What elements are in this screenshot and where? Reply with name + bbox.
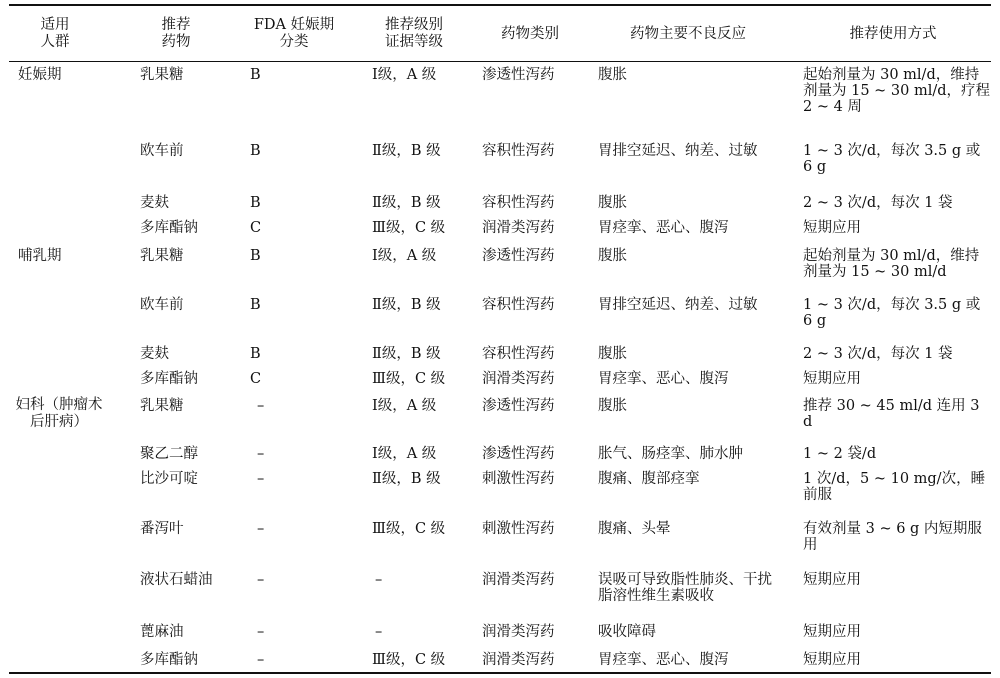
grade-cell: Ⅱ级，B 级 — [372, 297, 441, 313]
drug-cell: 番泻叶 — [140, 521, 184, 537]
category-cell: 渗透性泻药 — [482, 67, 555, 83]
category-cell: 润滑类泻药 — [482, 371, 555, 387]
drug-cell: 蓖麻油 — [140, 624, 184, 640]
grade-cell: Ⅰ级，A 级 — [372, 398, 437, 414]
category-cell: 容积性泻药 — [482, 297, 555, 313]
group-label-pregnancy: 妊娠期 — [18, 67, 62, 83]
header-grade: 推荐级别 证据等级 — [385, 17, 443, 50]
usage-cell: 起始剂量为 30 ml/d，维持剂量为 15 ~ 30 ml/d，疗程 2 ~ 4 周 — [803, 67, 991, 115]
drug-cell: 乳果糖 — [140, 248, 184, 264]
header-drug: 推荐 药物 — [161, 17, 191, 50]
category-cell: 容积性泻药 — [482, 346, 555, 362]
adverse-cell: 腹痛、头晕 — [598, 521, 671, 537]
category-cell: 渗透性泻药 — [482, 248, 555, 264]
adverse-cell: 腹胀 — [598, 67, 627, 83]
grade-cell: Ⅱ级，B 级 — [372, 195, 441, 211]
usage-cell: 1 ~ 2 袋/d — [803, 446, 877, 462]
drug-cell: 多库酯钠 — [140, 652, 198, 668]
fda-cell: C — [250, 220, 262, 236]
adverse-cell: 腹胀 — [598, 398, 627, 414]
table-header-rule — [9, 61, 991, 62]
group-label-lactation: 哺乳期 — [18, 248, 62, 264]
fda-cell: B — [250, 195, 261, 211]
fda-cell: – — [257, 446, 265, 462]
category-cell: 渗透性泻药 — [482, 446, 555, 462]
usage-cell: 短期应用 — [803, 624, 861, 640]
grade-cell: Ⅱ级，B 级 — [372, 471, 441, 487]
category-cell: 润滑类泻药 — [482, 220, 555, 236]
drug-cell: 麦麸 — [140, 195, 169, 211]
fda-cell: – — [257, 624, 265, 640]
adverse-cell: 腹胀 — [598, 248, 627, 264]
table-top-rule — [9, 4, 991, 6]
grade-cell: – — [375, 624, 383, 640]
drug-cell: 麦麸 — [140, 346, 169, 362]
drug-cell: 液状石蜡油 — [140, 572, 213, 588]
adverse-cell: 胃痉挛、恶心、腹泻 — [598, 652, 729, 668]
category-cell: 刺激性泻药 — [482, 521, 555, 537]
fda-cell: B — [250, 248, 261, 264]
drug-cell: 欧车前 — [140, 297, 184, 313]
grade-cell: Ⅲ级，C 级 — [372, 220, 446, 236]
drug-cell: 欧车前 — [140, 143, 184, 159]
adverse-cell: 胃排空延迟、纳差、过敏 — [598, 143, 758, 159]
usage-cell: 短期应用 — [803, 652, 861, 668]
header-usage: 推荐使用方式 — [849, 25, 937, 42]
category-cell: 容积性泻药 — [482, 195, 555, 211]
adverse-cell: 胃痉挛、恶心、腹泻 — [598, 220, 729, 236]
adverse-cell: 腹胀 — [598, 195, 627, 211]
category-cell: 润滑类泻药 — [482, 572, 555, 588]
header-adverse: 药物主要不良反应 — [630, 25, 746, 42]
grade-cell: – — [375, 572, 383, 588]
grade-cell: Ⅱ级，B 级 — [372, 143, 441, 159]
drug-cell: 聚乙二醇 — [140, 446, 198, 462]
usage-cell: 有效剂量 3 ~ 6 g 内短期服用 — [803, 521, 982, 553]
category-cell: 容积性泻药 — [482, 143, 555, 159]
grade-cell: Ⅲ级，C 级 — [372, 371, 446, 387]
header-fda-class: FDA 妊娠期 分类 — [253, 17, 335, 50]
usage-cell: 1 ~ 3 次/d，每次 3.5 g 或 6 g — [803, 143, 981, 175]
adverse-cell: 胀气、肠痉挛、肺水肿 — [598, 446, 743, 462]
fda-cell: – — [257, 521, 265, 537]
usage-cell: 短期应用 — [803, 572, 861, 588]
grade-cell: Ⅱ级，B 级 — [372, 346, 441, 362]
fda-cell: B — [250, 297, 261, 313]
drug-cell: 比沙可啶 — [140, 471, 198, 487]
adverse-cell: 腹胀 — [598, 346, 627, 362]
fda-cell: C — [250, 371, 262, 387]
drug-cell: 乳果糖 — [140, 398, 184, 414]
category-cell: 刺激性泻药 — [482, 471, 555, 487]
grade-cell: Ⅲ级，C 级 — [372, 521, 446, 537]
fda-cell: – — [257, 652, 265, 668]
usage-cell: 推荐 30 ~ 45 ml/d 连用 3 d — [803, 398, 980, 430]
category-cell: 润滑类泻药 — [482, 624, 555, 640]
usage-cell: 1 次/d，5 ~ 10 mg/次，睡前服 — [803, 471, 986, 503]
header-category: 药物类别 — [501, 25, 559, 42]
grade-cell: Ⅲ级，C 级 — [372, 652, 446, 668]
drug-cell: 多库酯钠 — [140, 220, 198, 236]
adverse-cell: 胃痉挛、恶心、腹泻 — [598, 371, 729, 387]
usage-cell: 短期应用 — [803, 371, 861, 387]
fda-cell: – — [257, 398, 265, 414]
drug-cell: 多库酯钠 — [140, 371, 198, 387]
usage-cell: 起始剂量为 30 ml/d，维持剂量为 15 ~ 30 ml/d — [803, 248, 980, 280]
category-cell: 渗透性泻药 — [482, 398, 555, 414]
fda-cell: B — [250, 67, 261, 83]
usage-cell: 2 ~ 3 次/d，每次 1 袋 — [803, 195, 953, 211]
group-label-gynecology: 妇科（肿瘤术后肝病） — [15, 397, 103, 430]
category-cell: 润滑类泻药 — [482, 652, 555, 668]
usage-cell: 1 ~ 3 次/d，每次 3.5 g 或 6 g — [803, 297, 981, 329]
grade-cell: Ⅰ级，A 级 — [372, 67, 437, 83]
grade-cell: Ⅰ级，A 级 — [372, 248, 437, 264]
fda-cell: – — [257, 471, 265, 487]
table-bottom-rule — [9, 672, 991, 674]
usage-cell: 2 ~ 3 次/d，每次 1 袋 — [803, 346, 953, 362]
usage-cell: 短期应用 — [803, 220, 861, 236]
fda-cell: B — [250, 346, 261, 362]
adverse-cell: 腹痛、腹部痉挛 — [598, 471, 700, 487]
adverse-cell: 胃排空延迟、纳差、过敏 — [598, 297, 758, 313]
drug-cell: 乳果糖 — [140, 67, 184, 83]
fda-cell: – — [257, 572, 265, 588]
grade-cell: Ⅰ级，A 级 — [372, 446, 437, 462]
header-population: 适用 人群 — [40, 17, 70, 50]
adverse-cell: 误吸可导致脂性肺炎、干扰脂溶性维生素吸收 — [598, 572, 772, 604]
adverse-cell: 吸收障碍 — [598, 624, 656, 640]
fda-cell: B — [250, 143, 261, 159]
